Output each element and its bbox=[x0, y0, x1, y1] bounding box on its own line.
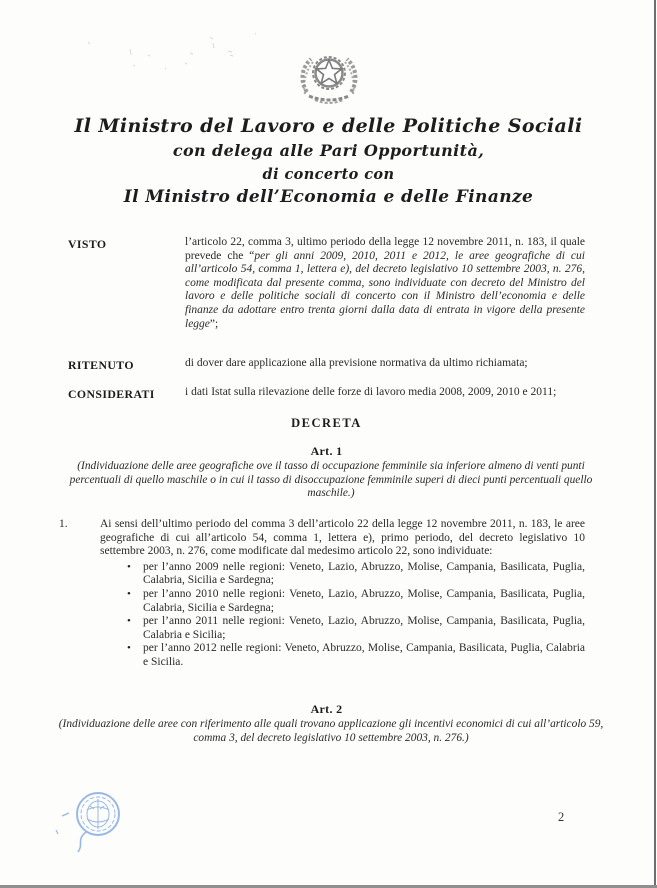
list-item bbox=[127, 561, 585, 588]
visto-text-before: l’articolo 22, comma 3, ultimo periodo della legge 12 novembre 2011, n. 183, il quale prevede che “ bbox=[185, 236, 585, 262]
ministry-title-line-4: Il Ministro dell’Economia e delle Finanze bbox=[123, 187, 534, 207]
ministry-title-line-2: con delega alle Pari Opportunità, bbox=[172, 141, 485, 160]
recital-text: i dati Istat sulla rilevazione delle forze di lavoro media 2008, 2009, 2010 e 2011; bbox=[185, 386, 557, 399]
ink-stamp-icon bbox=[52, 786, 138, 862]
recital-ritenuto bbox=[68, 357, 585, 373]
article-1-paragraph bbox=[59, 518, 585, 559]
article-2-caption: (Individuazione delle aree con riferimento alle quali trovano applicazione gli incentivi economici di cui all’articolo 59, comma 3, del decreto legislativo 10 settembre 2003, n. 276.) bbox=[58, 718, 604, 745]
bullet-icon: • bbox=[127, 560, 131, 573]
visto-text-after: ”; bbox=[209, 317, 219, 330]
page-number: 2 bbox=[558, 810, 565, 824]
list-item-text: per l’anno 2011 nelle regioni: Veneto, Lazio, Abruzzo, Molise, Campania, Basilicata, Puglia, Calabria e Sicilia; bbox=[143, 615, 585, 641]
bullet-icon: • bbox=[127, 642, 131, 655]
list-item-text: per l’anno 2009 nelle regioni: Veneto, Lazio, Abruzzo, Molise, Campania, Basilicata, Puglia, Calabria, Sicilia e Sardegna; bbox=[143, 560, 585, 587]
article-1-heading: Art. 1 bbox=[310, 444, 343, 459]
decreta-heading: DECRETA bbox=[291, 416, 362, 431]
recital-label: RITENUTO bbox=[68, 358, 134, 373]
paragraph-text: Ai sensi dell’ultimo periodo del comma 3 dell’articolo 22 della legge 12 novembre 2011, n. 183, le aree geografiche di cui all’articolo 54, comma 1, lettera e), primo periodo, del decreto legislativo 10 settembre 2003, n. 276, come modificate dal medesimo articolo 22, sono individuate: bbox=[100, 517, 585, 558]
recital-label: CONSIDERATI bbox=[68, 387, 155, 402]
ministry-title-line-3: di concerto con bbox=[262, 166, 395, 183]
bullet-icon: • bbox=[127, 615, 131, 628]
article-2-heading: Art. 2 bbox=[310, 702, 343, 717]
recital-visto bbox=[68, 236, 585, 331]
region-bullet-list bbox=[68, 561, 585, 670]
list-item-text: per l’anno 2010 nelle regioni: Veneto, Lazio, Abruzzo, Molise, Campania, Basilicata, Puglia, Calabria, Sicilia e Sardegna; bbox=[143, 587, 585, 614]
document-body bbox=[58, 222, 604, 746]
ministry-title-line-1: Il Ministro del Lavoro e delle Politiche Sociali bbox=[74, 115, 583, 137]
paragraph-number: 1. bbox=[59, 517, 68, 530]
recital-considerati bbox=[68, 386, 585, 402]
list-item-text: per l’anno 2012 nelle regioni: Veneto, Abruzzo, Molise, Campania, Basilicata, Puglia, Calabria e Sicilia. bbox=[143, 642, 585, 668]
visto-quoted-text: per gli anni 2009, 2010, 2011 e 2012, le aree geografiche di cui all’articolo 54, comma 1, lettera e), del decreto legislativo 10 settembre 2003, n. 276, come modificata dal presente comma, sono individuate con decreto del Ministro del lavoro e delle politiche sociali di concerto con il Ministro dell’economia e delle finanze da adottare entro trenta giorni dalla data di entrata in vigore della presente legge bbox=[185, 249, 585, 330]
recital-label: VISTO bbox=[68, 237, 107, 251]
list-item bbox=[127, 615, 585, 642]
article-1-caption: (Individuazione delle aree geografiche ove il tasso di occupazione femminile sia inferiore almeno di venti punti percentuali di quello maschile o in cui il tasso di disoccupazione femminile superi di dieci punti percentuali quello maschile.) bbox=[69, 460, 593, 500]
pencil-marks bbox=[70, 25, 300, 70]
recital-text bbox=[185, 236, 585, 331]
recital-text: di dover dare applicazione alla previsione normativa da ultimo richiamata; bbox=[185, 357, 528, 370]
scan-edge-right bbox=[654, 0, 656, 888]
list-item bbox=[127, 642, 585, 669]
list-item bbox=[127, 588, 585, 615]
bullet-icon: • bbox=[127, 587, 131, 600]
italy-emblem-icon bbox=[293, 48, 365, 108]
